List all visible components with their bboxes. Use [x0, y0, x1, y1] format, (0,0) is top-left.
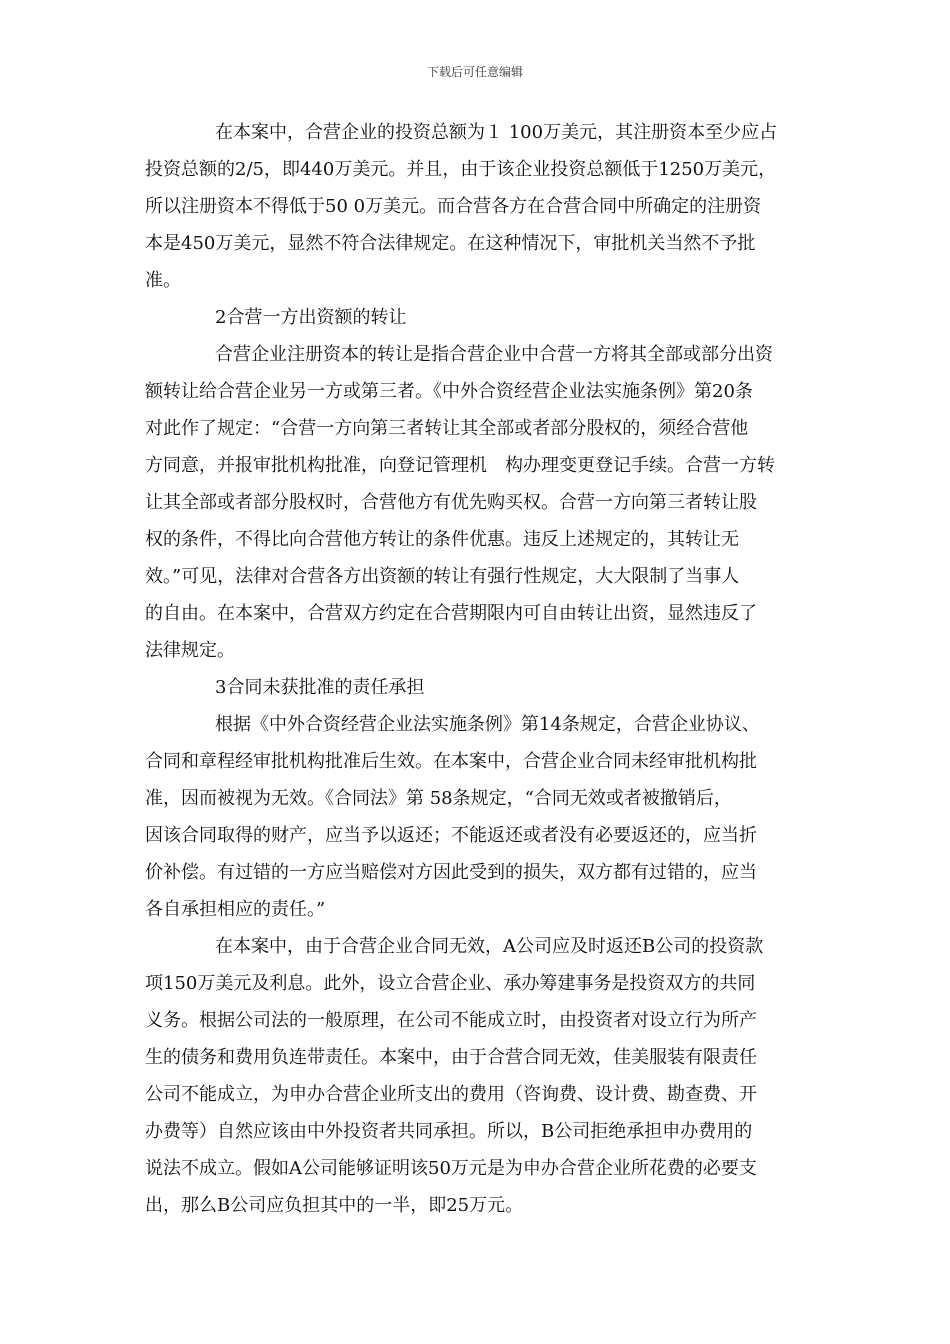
paragraph-line: 义务。根据公司法的一般原理，在公司不能成立时，由投资者对设立行为所产: [145, 1010, 757, 1031]
page-header: 下载后可任意编辑: [426, 65, 523, 79]
paragraph-line: 法律规定。: [145, 640, 235, 661]
paragraph-line: 让其全部或者部分股权时，合营他方有优先购买权。合营一方向第三者转让股: [145, 492, 757, 513]
paragraph-line: 本是450万美元，显然不符合法律规定。在这种情况下，审批机关当然不予批: [145, 233, 756, 254]
paragraph-line: 额转让给合营企业另一方或第三者。《中外合资经营企业法实施条例》第20条: [145, 381, 753, 402]
section-heading: [145, 299, 809, 336]
paragraph-line: 所以注册资本不得低于50 0万美元。而合营各方在合营合同中所确定的注册资: [145, 196, 762, 217]
paragraph: [145, 114, 809, 299]
paragraph-line: 在本案中，由于合营企业合同无效，A公司应及时返还B公司的投资款: [215, 936, 764, 957]
paragraph-line: 说法不成立。假如A公司能够证明该50万元是为申办合营企业所花费的必要支: [145, 1158, 757, 1179]
section-heading: [145, 669, 809, 706]
paragraph-line: 生的债务和费用负连带责任。本案中，由于合营合同无效，佳美服装有限责任: [145, 1047, 757, 1068]
paragraph-line: 对此作了规定：“合营一方向第三者转让其全部或者部分股权的，须经合营他: [145, 418, 749, 439]
paragraph-line: 权的条件，不得比向合营他方转让的条件优惠。违反上述规定的，其转让无: [145, 529, 739, 550]
paragraph-line: 办费等）自然应该由中外投资者共同承担。所以，B公司拒绝承担申办费用的: [145, 1121, 753, 1142]
paragraph-line: 准。: [145, 270, 181, 291]
paragraph-line: 价补偿。有过错的一方应当赔偿对方因此受到的损失，双方都有过错的，应当: [145, 862, 757, 883]
paragraph-line: 出，那么B公司应负担其中的一半，即25万元。: [145, 1195, 524, 1216]
paragraph-line: 效。”可见，法律对合营各方出资额的转让有强行性规定，大大限制了当事人: [145, 566, 740, 587]
paragraph-line: 合同和章程经审批机构批准后生效。在本案中，合营企业合同未经审批机构批: [145, 751, 757, 772]
paragraph: [145, 336, 809, 669]
section-heading-text: 2合营一方出资额的转让: [215, 307, 407, 328]
document-body: [145, 114, 809, 1224]
paragraph-line: 公司不能成立，为申办合营企业所支出的费用（咨询费、设计费、勘查费、开: [145, 1084, 757, 1105]
paragraph-line: 根据《中外合资经营企业法实施条例》第14条规定，合营企业协议、: [215, 714, 760, 735]
paragraph-line: 合营企业注册资本的转让是指合营企业中合营一方将其全部或部分出资: [215, 344, 773, 365]
paragraph: [145, 928, 809, 1224]
paragraph: [145, 706, 809, 928]
paragraph-line: 的自由。在本案中，合营双方约定在合营期限内可自由转让出资，显然违反了: [145, 603, 757, 624]
paragraph-line: 因该合同取得的财产，应当予以返还；不能返还或者没有必要返还的，应当折: [145, 825, 757, 846]
paragraph-line: 方同意，并报审批机构批准，向登记管理机 构办理变更登记手续。合营一方转: [145, 455, 775, 476]
section-heading-text: 3合同未获批准的责任承担: [215, 677, 425, 698]
paragraph-line: 准，因而被视为无效。《合同法》第 58条规定，“合同无效或者被撤销后，: [145, 788, 732, 809]
paragraph-line: 项150万美元及利息。此外，设立合营企业、承办筹建事务是投资双方的共同: [145, 973, 756, 994]
paragraph-line: 各自承担相应的责任。”: [145, 899, 326, 920]
paragraph-line: 在本案中，合营企业的投资总额为１ 100万美元，其注册资本至少应占: [215, 122, 778, 143]
paragraph-line: 投资总额的2/5，即440万美元。并且，由于该企业投资总额低于1250万美元，: [145, 159, 777, 180]
